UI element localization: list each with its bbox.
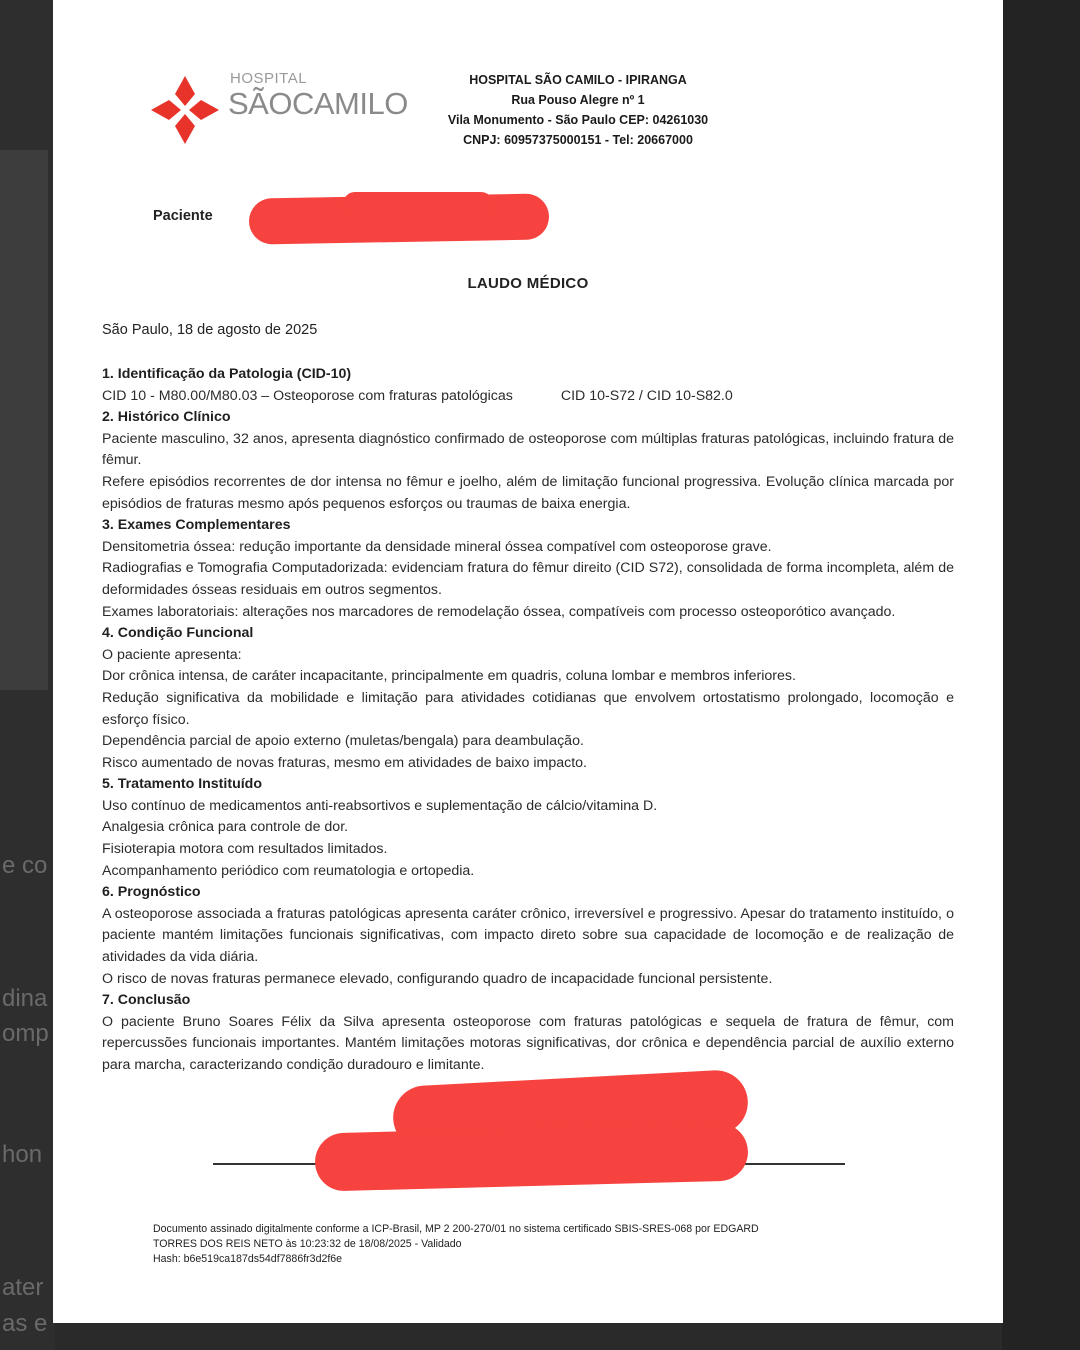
paragraph: Redução significativa da mobilidade e limitação para atividades cotidianas que envolvem ortostatismo prolongado, locomoção e esforço físico.	[102, 689, 954, 728]
paragraph: Fisioterapia motora com resultados limitados.	[102, 841, 388, 858]
background-left-panel	[0, 150, 48, 690]
paragraph: Analgesia crônica para controle de dor.	[102, 819, 349, 836]
redaction-mark	[343, 192, 493, 216]
section-heading: 4. Condição Funcional	[102, 625, 254, 642]
paragraph: Acompanhamento periódico com reumatologia e ortopedia.	[102, 862, 475, 879]
paragraph: Risco aumentado de novas fraturas, mesmo em atividades de baixo impacto.	[102, 754, 587, 771]
document-title: LAUDO MÉDICO	[467, 275, 589, 292]
hospital-name: HOSPITAL SÃO CAMILO - IPIRANGA	[469, 73, 687, 87]
footer-line: Documento assinado digitalmente conforme a ICP-Brasil, MP 2 200-270/01 no sistema certificado SBIS-SRES-068 por EDGARD	[153, 1223, 759, 1235]
hospital-city: Vila Monumento - São Paulo CEP: 04261030	[447, 113, 709, 127]
document-date: São Paulo, 18 de agosto de 2025	[102, 322, 318, 338]
background-text-fragment: e co	[2, 852, 48, 879]
cross-flower-icon	[149, 74, 221, 146]
cid-secondary: CID 10-S72 / CID 10-S82.0	[560, 387, 733, 404]
footer-hash: Hash: b6e519ca187ds54df7886fr3d2f6e	[153, 1253, 343, 1265]
logo-small-text: HOSPITAL	[230, 70, 308, 87]
section-heading: 7. Conclusão	[102, 992, 191, 1009]
hospital-contact: CNPJ: 60957375000151 - Tel: 20667000	[463, 133, 693, 147]
cid-primary: CID 10 - M80.00/M80.03 – Osteoporose com fraturas patológicas	[102, 387, 513, 404]
section-heading: 1. Identificação da Patologia (CID-10)	[102, 366, 352, 382]
patient-label: Paciente	[153, 208, 213, 224]
logo-big-text: SÃOCAMILO	[228, 86, 408, 121]
hospital-address: Rua Pouso Alegre nº 1	[511, 93, 645, 107]
cid-row	[102, 386, 954, 408]
section-heading: 3. Exames Complementares	[102, 517, 291, 534]
section-heading: 2. Histórico Clínico	[102, 409, 231, 426]
paragraph: O paciente Bruno Soares Félix da Silva apresenta osteoporose com fraturas patológicas e sequela de fratura de fêmur, com repercussões funcionais importantes. Mantém limitações motoras significativas, dor crônica e dependência parcial de auxílio externo para marcha, caracterizando condição duradouro e limitante.	[102, 1013, 954, 1073]
background-text-fragment: ater	[2, 1274, 44, 1301]
redaction-mark	[314, 1122, 748, 1191]
paragraph: Uso contínuo de medicamentos anti-reabsortivos e suplementação de cálcio/vitamina D.	[102, 797, 658, 814]
paragraph: Dependência parcial de apoio externo (muletas/bengala) para deambulação.	[102, 733, 584, 750]
medical-report-page	[53, 0, 1003, 1323]
footer-line: TORRES DOS REIS NETO às 10:23:32 de 18/08/2025 - Validado	[153, 1238, 462, 1250]
section-heading: 6. Prognóstico	[102, 884, 201, 901]
paragraph: O risco de novas fraturas permanece elevado, configurando quadro de incapacidade funcional persistente.	[102, 970, 773, 987]
paragraph: Densitometria óssea: redução importante da densidade mineral óssea compatível com osteoporose grave.	[102, 538, 772, 555]
background-text-fragment: omp	[2, 1020, 49, 1047]
paragraph: Dor crônica intensa, de caráter incapacitante, principalmente em quadris, coluna lombar e membros inferiores.	[102, 668, 796, 685]
section-heading: 5. Tratamento Instituído	[102, 776, 263, 793]
paragraph: Radiografias e Tomografia Computadorizada: evidenciam fratura do fêmur direito (CID S72), consolidada de forma incompleta, além de deformidades ósseas residuais em outros segmentos.	[102, 560, 954, 598]
paragraph: Paciente masculino, 32 anos, apresenta diagnóstico confirmado de osteoporose com múltiplas fraturas patológicas, incluindo fratura de fêmur.	[102, 430, 954, 469]
background-text-fragment: as e	[2, 1310, 48, 1337]
digital-signature-footer	[153, 1222, 913, 1267]
background-text-fragment: hon	[2, 1141, 43, 1168]
report-body	[102, 364, 954, 1077]
paragraph: Exames laboratoriais: alterações nos marcadores de remodelação óssea, compatíveis com processo osteoporótico avançado.	[102, 603, 896, 620]
paragraph: A osteoporose associada a fraturas patológicas apresenta caráter crônico, irreversível e progressivo. Apesar do tratamento instituído, o paciente mantém limitações funcionais significativas, com impacto direto sobre sua capacidade de locomoção e de realização de atividades da vida diária.	[102, 905, 954, 966]
paragraph: O paciente apresenta:	[102, 646, 242, 663]
hospital-logo	[149, 68, 408, 148]
hospital-header	[418, 70, 738, 150]
background-text-fragment: dina	[2, 985, 48, 1012]
background-right	[1002, 0, 1080, 1350]
paragraph: Refere episódios recorrentes de dor intensa no fêmur e joelho, além de limitação funcional progressiva. Evolução clínica marcada por episódios de fraturas mesmo após pequenos esforços ou traumas de baixa energia.	[102, 473, 954, 512]
